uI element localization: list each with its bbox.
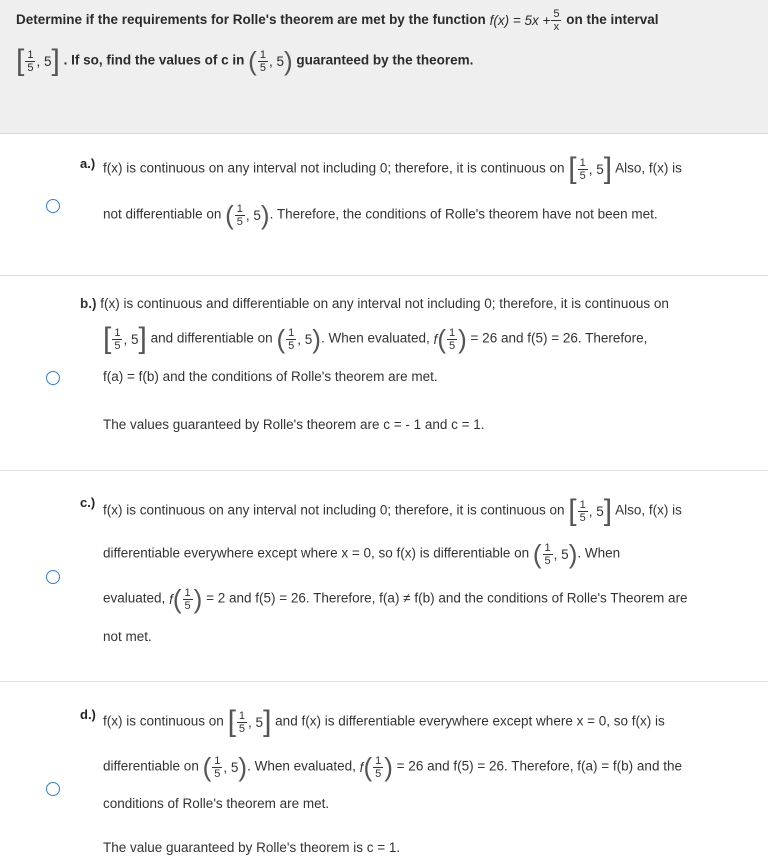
option-d-line-3: conditions of Rolle's theorem are met.: [103, 796, 330, 811]
option-a[interactable]: [0, 134, 768, 276]
option-d-radio[interactable]: [46, 782, 60, 796]
option-c-line-1: f(x) is continuous on any interval not including 0; therefore, it is continuous on [ $\frac{1}{5}$ , 5 ] Also, f(x) is: [103, 494, 682, 527]
question-on-interval: on the interval: [566, 12, 659, 28]
option-d-line-4: The value guaranteed by Rolle's theorem is c = 1.: [103, 840, 401, 855]
option-b-radio[interactable]: [46, 371, 60, 385]
option-b-line-2: [ $\frac{1}{5}$ , 5 ] and differentiable on ( $\frac{1}{5}$ , 5 ) . When evaluated, f ( $\frac{1}{5}$ ) = 26 and f(5) = 26. Therefore,: [103, 322, 648, 355]
question-function: f(x) = 5x +: [489, 13, 551, 28]
option-a-label: a.): [80, 156, 96, 171]
option-b-line-1: b.) f(x) is continuous and differentiable on any interval not including 0; therefore, it is continuous on: [80, 296, 669, 311]
option-d-label: d.): [80, 707, 96, 722]
option-a-line-2: not differentiable on ( $\frac{1}{5}$ , 5 ) . Therefore, the conditions of Rolle's theorem have not been met.: [103, 200, 658, 230]
question-open-interval: ( $\frac{1}{5}$ , 5 ): [248, 46, 293, 76]
question-intro: Determine if the requirements for Rolle's theorem are met by the function: [16, 12, 486, 28]
option-c-line-2: differentiable everywhere except where x = 0, so f(x) is differentiable on ( $\frac{1}{5}$ , 5 ) . When: [103, 539, 621, 569]
question-line-2: [16, 46, 473, 76]
option-a-radio[interactable]: [46, 199, 60, 213]
question-func-fraction: $\frac{5}{x}$: [553, 8, 560, 33]
question-interval: [ $\frac{1}{5}$ , 5 ]: [16, 44, 60, 77]
option-d[interactable]: [0, 682, 768, 865]
option-a-line-1: f(x) is continuous on any interval not including 0; therefore, it is continuous on [ $\frac{1}{5}$ , 5 ] Also, f(x) is: [103, 152, 682, 185]
option-b-line-3: f(a) = f(b) and the conditions of Rolle's theorem are met.: [103, 369, 438, 384]
option-c-label: c.): [80, 495, 96, 510]
option-b-line-4: The values guaranteed by Rolle's theorem are c = - 1 and c = 1.: [103, 417, 485, 432]
option-b-label: b.): [80, 296, 97, 311]
option-c-line-3: evaluated, f ( $\frac{1}{5}$ ) = 2 and f(5) = 26. Therefore, f(a) ≠ f(b) and the conditions of Rolle's Theorem are: [103, 584, 688, 614]
question-panel: [0, 0, 768, 134]
option-d-line-1: f(x) is continuous on [ $\frac{1}{5}$ , 5 ] and f(x) is differentiable everywhere except where x = 0, so f(x) is: [103, 705, 665, 738]
question-line-1: [16, 8, 659, 33]
option-c-line-4: not met.: [103, 629, 152, 644]
question-if-so: . If so, find the values of c in: [63, 52, 245, 68]
option-c[interactable]: [0, 471, 768, 682]
question-guaranteed: guaranteed by the theorem.: [296, 52, 474, 68]
option-d-line-2: differentiable on ( $\frac{1}{5}$ , 5 ) . When evaluated, f ( $\frac{1}{5}$ ) = 26 and f(5) = 26. Therefore, f(a) = f(b) and the: [103, 752, 682, 782]
option-b[interactable]: [0, 276, 768, 471]
option-c-radio[interactable]: [46, 570, 60, 584]
